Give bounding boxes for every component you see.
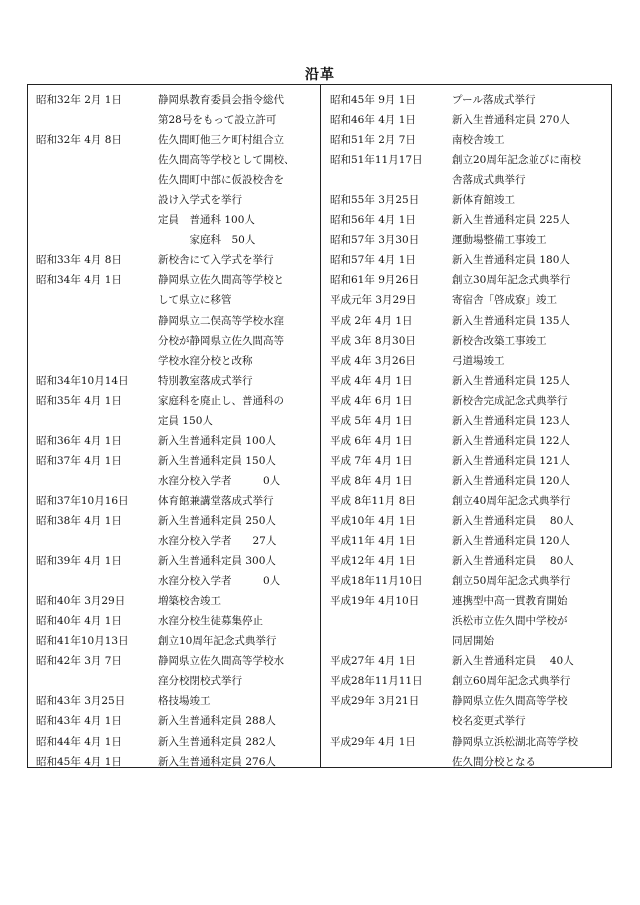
event-description: 新入生普通科定員 270人 xyxy=(452,114,570,127)
event-date: 平成29年 4月 1日 xyxy=(330,735,416,748)
event-date: 昭和40年 4月 1日 xyxy=(36,615,122,628)
history-table xyxy=(27,84,612,768)
event-date: 昭和55年 3月25日 xyxy=(330,194,420,207)
event-description: 舎落成式典挙行 xyxy=(452,174,526,187)
event-description: 寄宿舎「啓成寮」竣工 xyxy=(452,294,557,307)
event-date: 平成28年11月11日 xyxy=(330,675,423,688)
event-date: 平成元年 3月29日 xyxy=(330,294,417,307)
table-row xyxy=(330,250,610,270)
event-description: 創立40周年記念式典挙行 xyxy=(452,494,571,507)
table-row xyxy=(36,551,316,571)
table-row xyxy=(330,671,610,691)
event-description: 新入生普通科定員 120人 xyxy=(452,535,570,548)
event-description: 新体育館竣工 xyxy=(452,194,515,207)
event-date: 平成29年 3月21日 xyxy=(330,695,420,708)
event-description: 特別教室落成式挙行 xyxy=(158,374,253,387)
table-row xyxy=(36,611,316,631)
event-description: 運動場整備工事竣工 xyxy=(452,234,547,247)
event-description: 水窪分校入学者 0人 xyxy=(158,474,281,487)
event-date: 昭和39年 4月 1日 xyxy=(36,555,122,568)
event-description: 静岡県立佐久間高等学校と xyxy=(158,274,284,287)
table-row xyxy=(36,130,316,150)
event-date: 平成 4年 3月26日 xyxy=(330,354,416,367)
table-row xyxy=(36,210,316,230)
event-date: 平成 2年 4月 1日 xyxy=(330,314,413,327)
event-description: 定員 普通科 100人 xyxy=(158,214,255,227)
event-description: 新入生普通科定員 180人 xyxy=(452,254,570,267)
table-row xyxy=(36,371,316,391)
event-description: 家庭科 50人 xyxy=(158,234,256,247)
event-date: 平成19年 4月10日 xyxy=(330,595,420,608)
table-row xyxy=(36,511,316,531)
event-date: 平成27年 4月 1日 xyxy=(330,655,416,668)
event-description: 新入生普通科定員 276人 xyxy=(158,755,276,768)
event-description: 新入生普通科定員 300人 xyxy=(158,555,276,568)
event-description: 新入生普通科定員 40人 xyxy=(452,655,574,668)
table-row xyxy=(330,170,610,190)
table-row xyxy=(36,732,316,752)
table-row xyxy=(36,290,316,310)
event-description: 新校舎改築工事竣工 xyxy=(452,334,547,347)
event-description: 佐久間分校となる xyxy=(452,755,536,768)
table-row xyxy=(36,571,316,591)
table-row xyxy=(330,150,610,170)
table-row xyxy=(36,250,316,270)
event-description: 格技場竣工 xyxy=(158,695,211,708)
event-description: 静岡県教育委員会指令総代 xyxy=(158,94,284,106)
table-row xyxy=(330,391,610,411)
event-date: 昭和42年 3月 7日 xyxy=(36,655,122,668)
event-date: 平成18年11月10日 xyxy=(330,575,423,588)
event-date: 昭和38年 4月 1日 xyxy=(36,514,122,527)
event-date: 昭和34年10月14日 xyxy=(36,374,129,387)
table-row xyxy=(330,451,610,471)
event-description: 創立20周年記念並びに南校 xyxy=(452,154,581,167)
event-description: 増築校舎竣工 xyxy=(158,595,221,608)
table-row xyxy=(330,491,610,511)
event-description: 新入生普通科定員 288人 xyxy=(158,715,276,728)
event-date: 昭和57年 3月30日 xyxy=(330,234,420,247)
event-date: 昭和34年 4月 1日 xyxy=(36,274,122,287)
table-row xyxy=(36,230,316,250)
event-description: 新校舎にて入学式を挙行 xyxy=(158,254,274,267)
table-row xyxy=(330,110,610,130)
event-date: 昭和37年10月16日 xyxy=(36,494,129,507)
table-row xyxy=(330,691,610,711)
event-description: 新入生普通科定員 250人 xyxy=(158,514,276,527)
event-description: 佐久間町他三ケ町村組合立 xyxy=(158,134,284,147)
table-row xyxy=(330,311,610,331)
table-row xyxy=(330,471,610,491)
table-row xyxy=(330,611,610,631)
table-row xyxy=(330,651,610,671)
event-description: 新入生普通科定員 225人 xyxy=(452,214,570,227)
event-date: 昭和51年11月17日 xyxy=(330,154,423,167)
table-row xyxy=(330,411,610,431)
event-description: 設け入学式を挙行 xyxy=(158,194,242,207)
right-column xyxy=(330,90,610,772)
table-row xyxy=(36,110,316,130)
event-description: 佐久間町中部に仮設校舎を xyxy=(158,174,284,187)
table-row xyxy=(36,591,316,611)
event-description: 新入生普通科定員 135人 xyxy=(452,314,570,327)
event-description: 創立60周年記念式典挙行 xyxy=(452,675,571,688)
table-row xyxy=(36,531,316,551)
event-description: 浜松市立佐久間中学校が xyxy=(452,615,568,628)
table-row xyxy=(330,90,610,110)
event-date: 昭和32年 2月 1日 xyxy=(36,94,122,106)
event-date: 昭和45年 9月 1日 xyxy=(330,94,416,106)
table-row xyxy=(36,431,316,451)
table-row xyxy=(36,631,316,651)
event-date: 平成 7年 4月 1日 xyxy=(330,454,413,467)
table-row xyxy=(330,290,610,310)
table-row xyxy=(36,351,316,371)
event-date: 平成 8年11月 8日 xyxy=(330,494,416,507)
table-row xyxy=(36,150,316,170)
event-description: 新入生普通科定員 121人 xyxy=(452,454,570,467)
event-date: 平成 8年 4月 1日 xyxy=(330,474,413,487)
event-description: 新入生普通科定員 125人 xyxy=(452,374,570,387)
event-date: 平成 6年 4月 1日 xyxy=(330,434,413,447)
event-description: 第28号をもって設立許可 xyxy=(158,114,277,127)
event-description: 水窪分校入学者 0人 xyxy=(158,575,281,588)
table-row xyxy=(330,511,610,531)
event-date: 昭和35年 4月 1日 xyxy=(36,394,122,407)
table-row xyxy=(330,551,610,571)
event-date: 昭和33年 4月 8日 xyxy=(36,254,122,267)
table-row xyxy=(36,391,316,411)
event-date: 平成 4年 6月 1日 xyxy=(330,394,413,407)
event-description: 校名変更式挙行 xyxy=(452,715,526,728)
table-row xyxy=(330,531,610,551)
event-description: 新入生普通科定員 123人 xyxy=(452,414,570,427)
left-column xyxy=(36,90,316,772)
table-row xyxy=(36,411,316,431)
table-row xyxy=(36,170,316,190)
event-description: 新入生普通科定員 122人 xyxy=(452,434,570,447)
event-description: 創立30周年記念式典挙行 xyxy=(452,274,571,287)
event-date: 昭和37年 4月 1日 xyxy=(36,454,122,467)
event-description: 佐久間高等学校として開校、 xyxy=(158,154,295,167)
table-row xyxy=(330,571,610,591)
table-row xyxy=(330,351,610,371)
event-date: 昭和41年10月13日 xyxy=(36,635,129,648)
event-description: 新入生普通科定員 80人 xyxy=(452,555,574,568)
page-title: 沿革 xyxy=(305,67,335,83)
table-row xyxy=(330,270,610,290)
event-date: 昭和36年 4月 1日 xyxy=(36,434,122,447)
event-description: 新入生普通科定員 120人 xyxy=(452,474,570,487)
table-row xyxy=(330,130,610,150)
event-date: 平成 4年 4月 1日 xyxy=(330,374,413,387)
event-date: 平成11年 4月 1日 xyxy=(330,535,416,548)
table-row xyxy=(36,190,316,210)
event-description: 創立10周年記念式典挙行 xyxy=(158,635,277,648)
event-description: 水窪分校生徒募集停止 xyxy=(158,615,263,628)
table-row xyxy=(330,190,610,210)
event-description: 静岡県立浜松湖北高等学校 xyxy=(452,735,578,748)
event-description: 南校舎竣工 xyxy=(452,134,505,147)
event-description: 連携型中高一貫教育開始 xyxy=(452,595,568,608)
table-row xyxy=(330,711,610,731)
event-description: 分校が静岡県立佐久間高等 xyxy=(158,334,284,347)
column-divider xyxy=(320,85,321,767)
table-row xyxy=(36,331,316,351)
event-date: 昭和32年 4月 8日 xyxy=(36,134,122,147)
event-description: 定員 150人 xyxy=(158,414,213,427)
event-description: して県立に移管 xyxy=(158,294,232,307)
event-date: 平成10年 4月 1日 xyxy=(330,514,416,527)
event-date: 平成 3年 8月30日 xyxy=(330,334,416,347)
event-date: 昭和44年 4月 1日 xyxy=(36,735,122,748)
table-row xyxy=(36,711,316,731)
event-description: 新入生普通科定員 150人 xyxy=(158,454,276,467)
table-row xyxy=(36,311,316,331)
event-description: 同居開始 xyxy=(452,635,494,648)
event-description: プール落成式挙行 xyxy=(452,94,536,106)
event-description: 静岡県立佐久間高等学校水 xyxy=(158,655,284,668)
table-row xyxy=(36,471,316,491)
table-row xyxy=(36,451,316,471)
event-date: 昭和45年 4月 1日 xyxy=(36,755,122,768)
table-row xyxy=(36,491,316,511)
event-description: 体育館兼講堂落成式挙行 xyxy=(158,494,274,507)
event-description: 弓道場竣工 xyxy=(452,354,505,367)
table-row xyxy=(36,752,316,772)
table-row xyxy=(330,732,610,752)
table-row xyxy=(36,90,316,110)
table-row xyxy=(330,210,610,230)
event-description: 新校舎完成記念式典挙行 xyxy=(452,394,568,407)
event-date: 平成12年 4月 1日 xyxy=(330,555,416,568)
table-row xyxy=(330,591,610,611)
table-row xyxy=(36,671,316,691)
event-description: 学校水窪分校と改称 xyxy=(158,354,253,367)
table-row xyxy=(330,431,610,451)
event-description: 新入生普通科定員 80人 xyxy=(452,514,574,527)
event-date: 昭和43年 4月 1日 xyxy=(36,715,122,728)
event-description: 創立50周年記念式典挙行 xyxy=(452,575,571,588)
event-date: 昭和57年 4月 1日 xyxy=(330,254,416,267)
event-description: 新入生普通科定員 100人 xyxy=(158,434,276,447)
event-date: 昭和56年 4月 1日 xyxy=(330,214,416,227)
event-date: 平成 5年 4月 1日 xyxy=(330,414,413,427)
event-date: 昭和43年 3月25日 xyxy=(36,695,126,708)
event-date: 昭和61年 9月26日 xyxy=(330,274,420,287)
table-row xyxy=(330,331,610,351)
event-description: 水窪分校入学者 27人 xyxy=(158,535,277,548)
table-row xyxy=(36,651,316,671)
table-row xyxy=(330,230,610,250)
table-row xyxy=(330,631,610,651)
event-description: 窪分校閉校式挙行 xyxy=(158,675,242,688)
table-row xyxy=(36,270,316,290)
table-row xyxy=(36,691,316,711)
event-description: 新入生普通科定員 282人 xyxy=(158,735,276,748)
event-date: 昭和51年 2月 7日 xyxy=(330,134,416,147)
event-description: 静岡県立二俣高等学校水窪 xyxy=(158,314,284,327)
event-date: 昭和46年 4月 1日 xyxy=(330,114,416,127)
table-row xyxy=(330,752,610,772)
event-description: 静岡県立佐久間高等学校 xyxy=(452,695,568,708)
table-row xyxy=(330,371,610,391)
event-date: 昭和40年 3月29日 xyxy=(36,595,126,608)
event-description: 家庭科を廃止し、普通科の xyxy=(158,394,284,407)
